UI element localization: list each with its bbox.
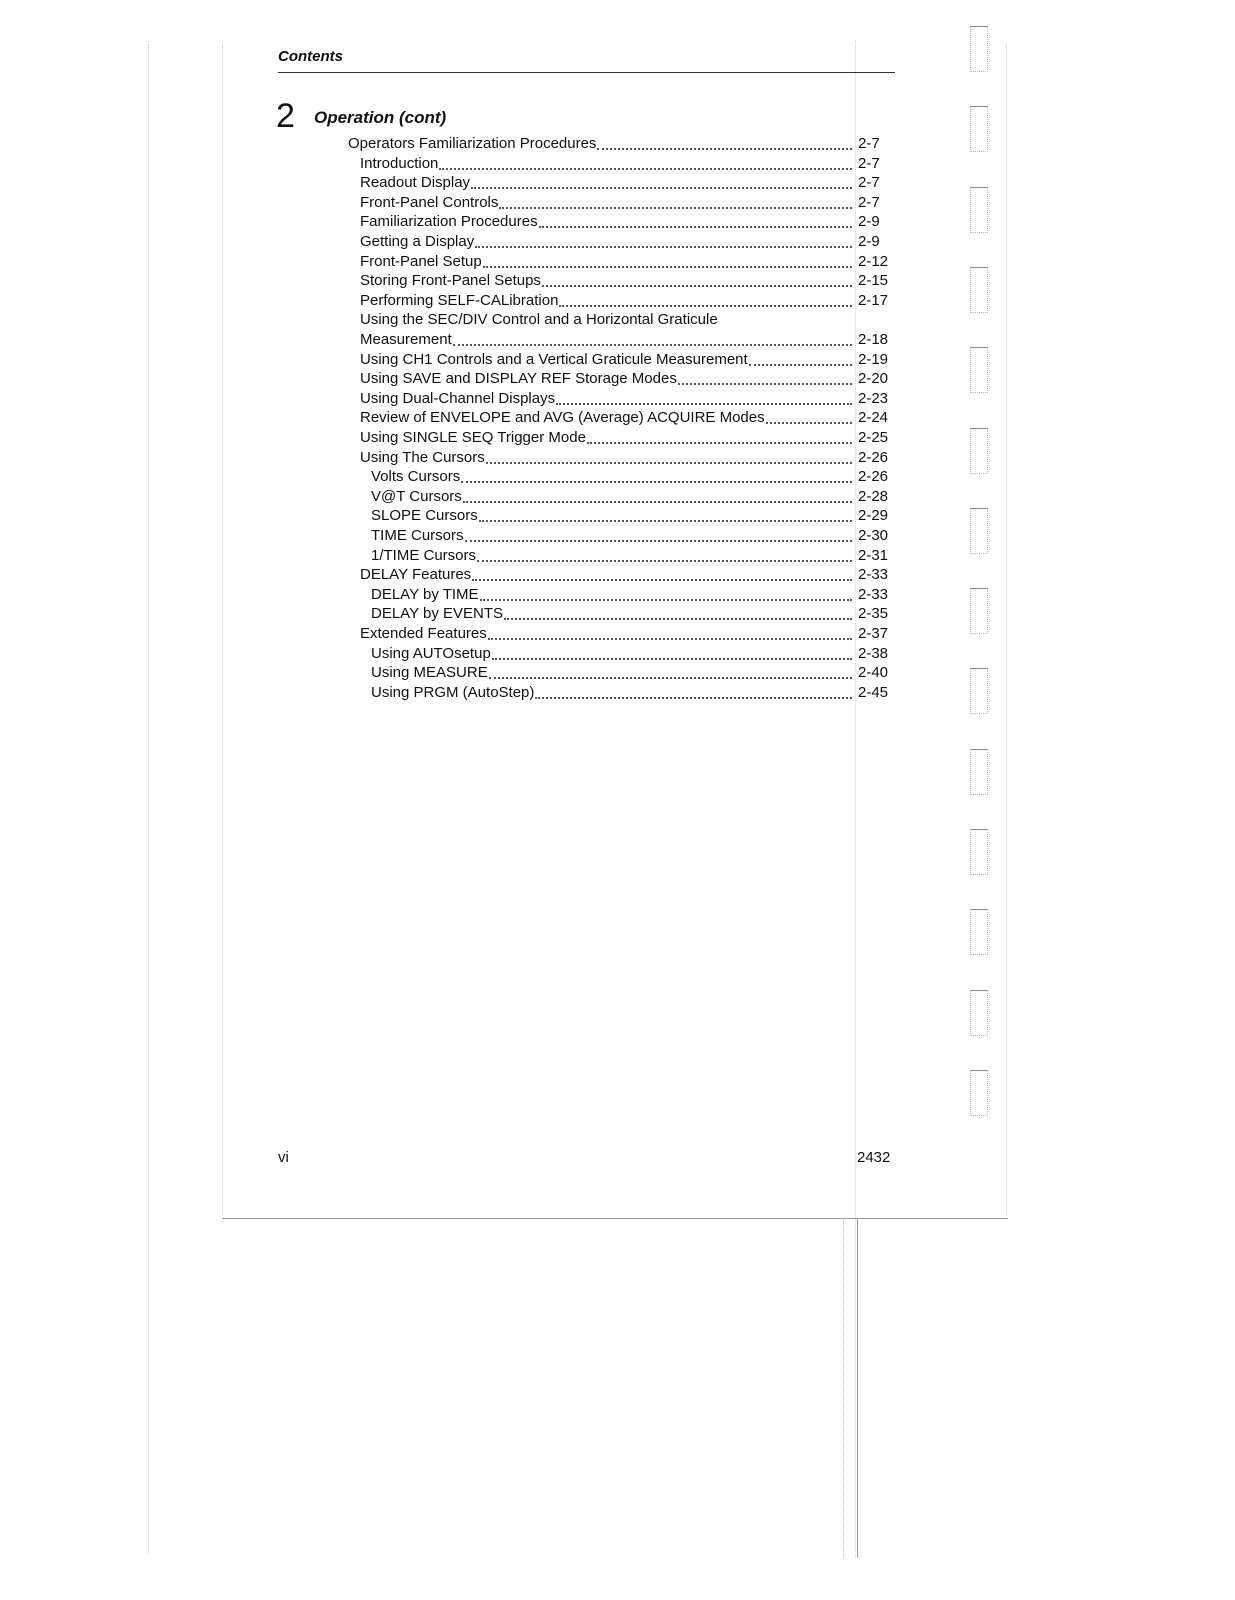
toc-entry-label: SLOPE Cursors xyxy=(371,507,478,524)
toc-entry xyxy=(360,271,853,291)
toc-entry-page: 2-26 xyxy=(858,468,889,485)
toc-entry xyxy=(371,663,853,683)
toc-entry xyxy=(348,134,853,154)
footer-page-number: vi xyxy=(278,1149,289,1166)
chapter-title: Operation (cont) xyxy=(314,108,447,127)
dot-leader xyxy=(499,193,852,209)
toc-entry-page: 2-37 xyxy=(858,625,889,642)
index-tab-marker xyxy=(970,588,988,634)
dot-leader xyxy=(480,585,852,601)
toc-entry xyxy=(360,428,853,448)
toc-entry-label: Using the SEC/DIV Control and a Horizontal Graticule xyxy=(360,311,718,328)
toc-entry-page: 2-31 xyxy=(858,547,889,564)
dot-leader xyxy=(439,154,852,170)
dot-leader xyxy=(504,604,852,620)
dot-leader xyxy=(479,506,852,522)
dot-leader xyxy=(461,467,852,483)
toc-entry xyxy=(360,252,853,272)
toc-entry-label: Introduction xyxy=(360,155,439,172)
toc-entry-page: 2-29 xyxy=(858,507,889,524)
toc-entry xyxy=(360,565,853,585)
toc-entry xyxy=(360,389,853,409)
toc-entry xyxy=(360,448,853,468)
toc-entry xyxy=(371,526,853,546)
toc-entry-label: Measurement xyxy=(360,331,452,348)
index-tab-marker xyxy=(970,26,988,72)
toc-entry-label: Performing SELF-CALibration xyxy=(360,292,559,309)
dot-leader xyxy=(472,565,852,581)
toc-entry-page: 2-38 xyxy=(858,645,889,662)
binding-shadow xyxy=(843,1218,844,1558)
header-title: Contents xyxy=(278,48,343,65)
toc-entry-page: 2-17 xyxy=(858,292,889,309)
toc-entry xyxy=(371,585,853,605)
toc-entry-page: 2-45 xyxy=(858,684,889,701)
toc-entry-page: 2-12 xyxy=(858,253,889,270)
dot-leader xyxy=(539,212,852,228)
toc-entry-label: Getting a Display xyxy=(360,233,475,250)
dot-leader xyxy=(475,232,852,248)
toc-entry-page: 2-15 xyxy=(858,272,889,289)
toc-entry-page: 2-40 xyxy=(858,664,889,681)
dot-leader xyxy=(483,252,852,268)
index-tab-marker xyxy=(970,749,988,795)
toc-entry-page: 2-26 xyxy=(858,449,889,466)
toc-entry-label: TIME Cursors xyxy=(371,527,464,544)
dot-leader xyxy=(766,408,852,424)
toc-entry-page: 2-7 xyxy=(858,155,880,172)
toc-entry-label: Storing Front-Panel Setups xyxy=(360,272,541,289)
toc-entry-label: Using SINGLE SEQ Trigger Mode xyxy=(360,429,586,446)
dot-leader xyxy=(535,683,852,699)
toc-entry xyxy=(360,212,853,232)
toc-entry xyxy=(360,330,853,350)
toc-entry-page: 2-20 xyxy=(858,370,889,387)
toc-entry-page: 2-9 xyxy=(858,213,880,230)
toc-entry-label: Front-Panel Setup xyxy=(360,253,482,270)
toc-entry-label: Review of ENVELOPE and AVG (Average) ACQUIRE Modes xyxy=(360,409,765,426)
toc-entry-page: 2-24 xyxy=(858,409,889,426)
toc-entry-label: Using CH1 Controls and a Vertical Graticule Measurement xyxy=(360,351,748,368)
toc-entry xyxy=(360,193,853,213)
toc-entry-label: Using The Cursors xyxy=(360,449,485,466)
toc-entry-page: 2-7 xyxy=(858,135,880,152)
dot-leader xyxy=(489,663,852,679)
toc-entry xyxy=(371,644,853,664)
index-tab-marker xyxy=(970,428,988,474)
scan-edge-left xyxy=(148,44,149,1554)
toc-entry xyxy=(371,506,853,526)
toc-entry-label: DELAY by TIME xyxy=(371,586,479,603)
footer-document-number: 2432 xyxy=(857,1149,891,1166)
dot-leader xyxy=(453,330,852,346)
dot-leader xyxy=(486,448,852,464)
toc-entry xyxy=(371,683,853,703)
toc-entry-page: 2-9 xyxy=(858,233,880,250)
toc-entry-label: V@T Cursors xyxy=(371,488,462,505)
index-tab-marker xyxy=(970,668,988,714)
index-tab-marker xyxy=(970,1070,988,1116)
chapter-number: 2 xyxy=(276,97,295,135)
toc-entry-page: 2-7 xyxy=(858,174,880,191)
toc-entry xyxy=(360,154,853,174)
index-tab-marker xyxy=(970,187,988,233)
toc-entry-label: 1/TIME Cursors xyxy=(371,547,477,564)
toc-entry-page: 2-35 xyxy=(858,605,889,622)
dot-leader xyxy=(678,369,852,385)
toc-entry-label: Using SAVE and DISPLAY REF Storage Modes xyxy=(360,370,677,387)
dot-leader xyxy=(463,487,852,503)
dot-leader xyxy=(587,428,852,444)
dot-leader xyxy=(488,624,852,640)
toc-entry-label: Using PRGM (AutoStep) xyxy=(371,684,535,701)
dot-leader xyxy=(471,173,852,189)
toc-entry-page: 2-18 xyxy=(858,331,889,348)
toc-entry-page: 2-23 xyxy=(858,390,889,407)
dot-leader xyxy=(749,350,852,366)
binding-edge xyxy=(857,1218,858,1558)
toc-entry xyxy=(371,546,853,566)
toc-entry-page: 2-25 xyxy=(858,429,889,446)
toc-entry-label: Familiarization Procedures xyxy=(360,213,538,230)
toc-entry-label: Extended Features xyxy=(360,625,487,642)
index-tab-marker xyxy=(970,267,988,313)
toc-entry-label: DELAY Features xyxy=(360,566,472,583)
page-header xyxy=(278,46,895,73)
dot-leader xyxy=(492,644,852,660)
dot-leader xyxy=(477,546,852,562)
toc-entry-label: Using Dual-Channel Displays xyxy=(360,390,556,407)
toc-entry xyxy=(360,408,853,428)
toc-entry-page: 2-33 xyxy=(858,586,889,603)
toc-entry xyxy=(371,487,853,507)
index-tab-marker xyxy=(970,106,988,152)
toc-entry xyxy=(360,624,853,644)
dot-leader xyxy=(465,526,852,542)
toc-entry xyxy=(360,173,853,193)
toc-entry-label: DELAY by EVENTS xyxy=(371,605,503,622)
toc-entry-label: Operators Familiarization Procedures xyxy=(348,135,597,152)
index-tab-marker xyxy=(970,508,988,554)
toc-entry xyxy=(360,350,853,370)
toc-entry xyxy=(360,369,853,389)
dot-leader xyxy=(542,271,852,287)
toc-entry-label: Readout Display xyxy=(360,174,471,191)
index-tab-marker xyxy=(970,990,988,1036)
index-tab-marker xyxy=(970,909,988,955)
index-tab-marker xyxy=(970,829,988,875)
toc-entry-page: 2-30 xyxy=(858,527,889,544)
toc-entry-label: Using AUTOsetup xyxy=(371,645,491,662)
toc-entry xyxy=(371,467,853,487)
toc-entry-page: 2-33 xyxy=(858,566,889,583)
toc-entry-label: Volts Cursors xyxy=(371,468,461,485)
dot-leader xyxy=(556,389,852,405)
index-tab-marker xyxy=(970,347,988,393)
toc-entry-page: 2-7 xyxy=(858,194,880,211)
binding-line xyxy=(855,40,856,1558)
toc-entry-page: 2-28 xyxy=(858,488,889,505)
dot-leader xyxy=(559,291,852,307)
toc-entry xyxy=(360,291,853,311)
toc-entry-label: Using MEASURE xyxy=(371,664,488,681)
toc-entry xyxy=(360,232,853,252)
toc-entry-page: 2-19 xyxy=(858,351,889,368)
dot-leader xyxy=(597,134,852,150)
toc-entry-label: Front-Panel Controls xyxy=(360,194,499,211)
toc-entry xyxy=(371,604,853,624)
